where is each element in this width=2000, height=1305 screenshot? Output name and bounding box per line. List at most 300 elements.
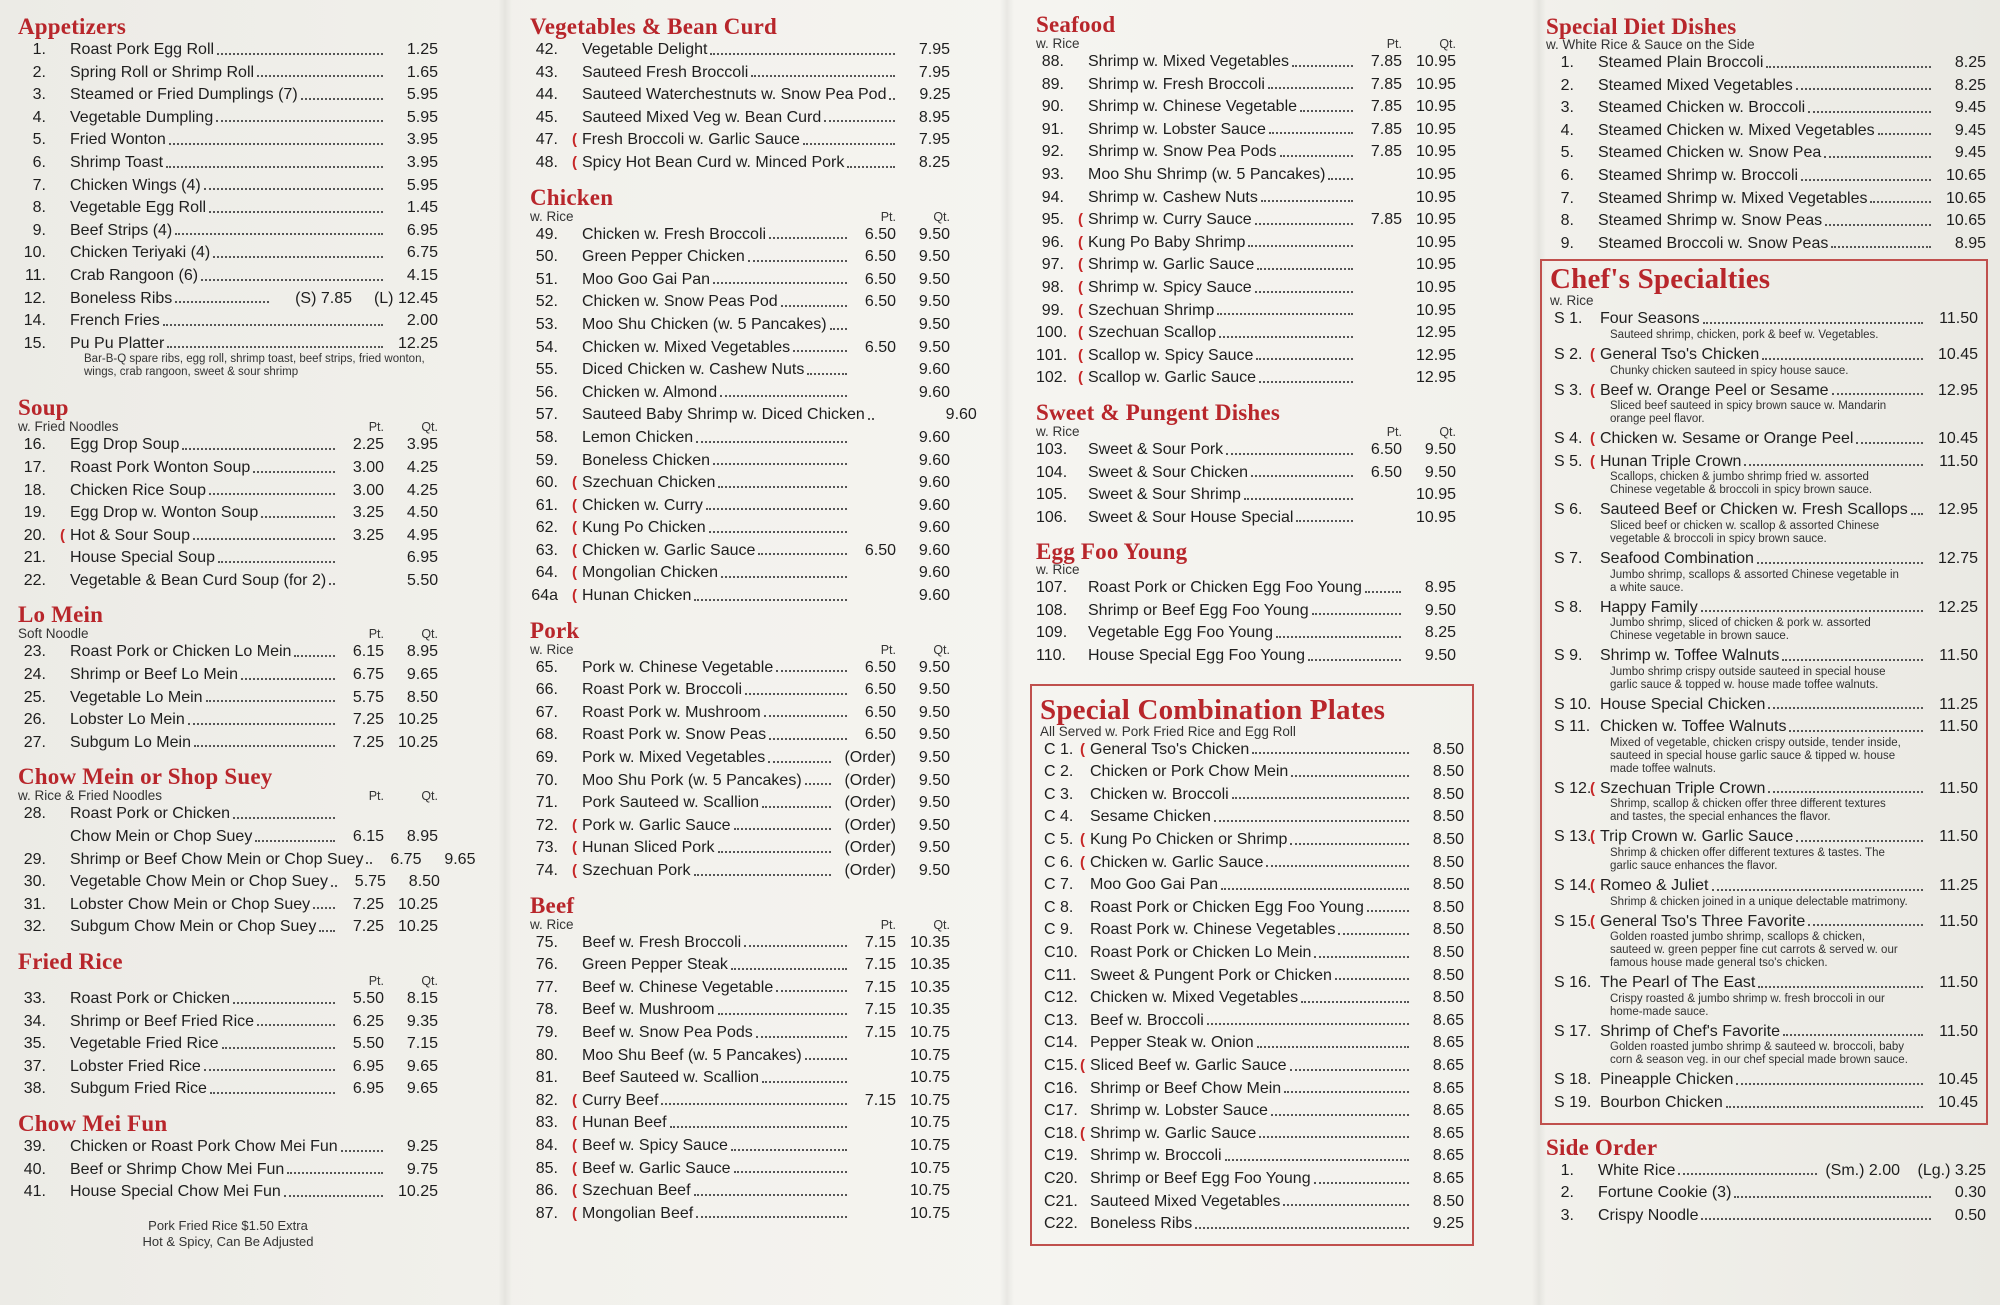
item-name: Roast Pork or Chicken	[70, 805, 231, 823]
dot-leader	[1300, 110, 1353, 112]
quart-header: Qt.	[1439, 37, 1456, 51]
item-number: C 8.	[1044, 898, 1074, 916]
item-number: C 5.	[1044, 831, 1074, 849]
menu-item	[1550, 694, 1978, 717]
item-name: Kung Po Baby Shrimp	[1088, 233, 1246, 251]
dot-leader	[1314, 956, 1409, 958]
quart-price: 9.50	[1424, 440, 1456, 458]
quart-price: 9.65	[406, 1080, 438, 1098]
item-number: 55.	[535, 361, 558, 379]
item-number: S 3.	[1554, 381, 1583, 399]
dot-leader	[762, 1081, 847, 1083]
menu-item	[530, 472, 950, 495]
item-number: 10.	[23, 244, 46, 262]
menu-item	[530, 837, 950, 860]
quart-price: 9.50	[918, 248, 950, 266]
item-number: 52.	[535, 293, 558, 311]
menu-item	[18, 687, 438, 710]
item-price: 7.95	[918, 131, 950, 149]
section-soup	[18, 395, 438, 592]
menu-item	[1546, 210, 1986, 233]
pint-price: 6.50	[864, 681, 896, 699]
item-number: S 9.	[1554, 647, 1583, 665]
dot-leader	[1226, 453, 1353, 455]
item-name: Steamed Chicken w. Mixed Vegetables	[1598, 121, 1875, 139]
item-number: 93.	[1041, 165, 1064, 183]
menu-item	[18, 916, 438, 939]
dot-leader	[1290, 1069, 1409, 1071]
item-name: Beef or Shrimp Chow Mei Fun	[70, 1160, 285, 1178]
item-description: Bar-B-Q spare ribs, egg roll, shrimp toast, beef strips, fried wonton, wings, crab rangoon, sweet & sour shrimp	[84, 353, 425, 379]
menu-item	[18, 220, 438, 243]
menu-item	[1036, 141, 1456, 164]
menu-item	[1036, 367, 1456, 390]
section-title: Chef's Specialties	[1550, 263, 1771, 296]
item-price: 8.65	[1432, 1169, 1464, 1187]
menu-item	[18, 288, 438, 311]
item-name: Moo Goo Gai Pan	[1090, 876, 1219, 894]
menu-item	[530, 679, 950, 702]
menu-item	[530, 954, 950, 977]
dot-leader	[1766, 66, 1931, 68]
dot-leader	[758, 553, 847, 555]
item-number: 41.	[23, 1183, 46, 1201]
menu-item	[1036, 577, 1456, 600]
item-price: 9.50	[1424, 647, 1456, 665]
item-name: Shrimp w. Broccoli	[1090, 1147, 1222, 1165]
item-number: 32.	[23, 918, 46, 936]
dot-leader	[1701, 1218, 1931, 1220]
dot-leader	[1824, 156, 1931, 158]
item-price: 8.25	[918, 153, 950, 171]
item-name: Pineapple Chicken	[1600, 1071, 1734, 1089]
item-name: Shrimp w. Spicy Sauce	[1088, 278, 1252, 296]
dot-leader	[233, 1002, 335, 1004]
item-number: C17.	[1044, 1102, 1078, 1120]
menu-item	[530, 291, 950, 314]
section-subtitle: w. White Rice & Sauce on the Side	[1546, 37, 1755, 52]
dot-leader	[781, 305, 847, 307]
item-price: 9.45	[1954, 99, 1986, 117]
menu-item	[1036, 645, 1456, 668]
item-name: Shrimp w. Lobster Sauce	[1090, 1102, 1268, 1120]
menu-item	[1036, 51, 1456, 74]
item-price: 10.45	[1937, 1094, 1978, 1112]
item-number: 29.	[23, 850, 46, 868]
menu-item	[1550, 308, 1978, 331]
section-title: Lo Mein	[18, 602, 104, 628]
menu-item	[1550, 499, 1978, 522]
hot-spicy-icon: (	[1078, 346, 1083, 364]
pint-price: 7.15	[864, 1091, 896, 1109]
item-number: 35.	[23, 1035, 46, 1053]
dot-leader	[1783, 1034, 1923, 1036]
item-number: 53.	[535, 315, 558, 333]
pint-price: 7.85	[1370, 143, 1402, 161]
menu-item	[18, 434, 438, 457]
section-title: Chicken	[530, 184, 614, 210]
dot-leader	[1290, 843, 1409, 845]
pint-price: 6.50	[864, 293, 896, 311]
item-number: 84.	[535, 1136, 558, 1154]
hot-spicy-icon: (	[60, 526, 65, 544]
dot-leader	[1256, 358, 1353, 360]
section-appetizers	[18, 14, 438, 379]
pint-price: 5.50	[352, 990, 384, 1007]
dot-leader	[169, 143, 383, 145]
item-number: S 12.	[1554, 779, 1592, 797]
item-name: Beef w. Fresh Broccoli	[582, 933, 742, 951]
menu-item	[530, 562, 950, 585]
item-name: Hunan Triple Crown	[1600, 452, 1742, 470]
menu-item	[18, 107, 438, 130]
pint-price: 6.95	[352, 1057, 384, 1075]
item-price: 12.25	[1937, 598, 1978, 616]
item-name: Steamed Shrimp w. Snow Peas	[1598, 212, 1823, 230]
quart-price: 10.35	[909, 933, 950, 951]
menu-item	[530, 450, 950, 473]
quart-header: Qt.	[1439, 424, 1456, 439]
item-number: C12.	[1044, 989, 1078, 1007]
item-number: 64a	[531, 587, 558, 605]
quart-price: 10.75	[909, 1023, 950, 1041]
item-name: Szechuan Pork	[582, 862, 691, 879]
menu-item	[18, 871, 438, 894]
item-name: Sauteed Waterchestnuts w. Snow Pea Pod	[582, 86, 887, 104]
item-name: Shrimp or Beef Fried Rice	[70, 1012, 255, 1030]
menu-item	[1036, 277, 1456, 300]
menu-item	[18, 894, 438, 917]
fold-line	[1000, 0, 1014, 1305]
item-price: 1.65	[406, 63, 438, 81]
menu-item	[1036, 600, 1456, 623]
menu-item	[530, 1135, 950, 1158]
item-number: S 6.	[1554, 501, 1583, 519]
menu-item	[530, 246, 950, 269]
item-price: 3.95	[406, 131, 438, 149]
quart-price: 9.60	[918, 496, 950, 514]
item-name: Shrimp w. Fresh Broccoli	[1088, 75, 1265, 93]
item-description: Chunky chicken sauteed in spicy house sauce.	[1610, 364, 1849, 377]
quart-header: Qt.	[421, 420, 438, 435]
item-name: Beef w. Spicy Sauce	[582, 1136, 728, 1154]
item-name: Scallop w. Spicy Sauce	[1088, 346, 1254, 364]
item-price: 5.95	[406, 176, 438, 194]
quart-header: Qt.	[933, 209, 950, 224]
item-number: 4.	[32, 108, 46, 126]
item-number: 60.	[535, 474, 558, 492]
item-price: 11.50	[1939, 779, 1978, 797]
hot-spicy-icon: (	[572, 1136, 577, 1154]
menu-item	[18, 570, 438, 593]
section-title: Egg Foo Young	[1036, 539, 1188, 565]
item-name: Moo Shu Pork (w. 5 Pancakes)	[582, 771, 802, 789]
item-name: Roast Pork w. Snow Peas	[582, 726, 767, 744]
quart-price: 4.25	[406, 458, 438, 476]
item-number: 44.	[535, 86, 558, 104]
item-number: 73.	[535, 839, 558, 857]
item-number: 8.	[32, 199, 46, 217]
menu-item	[18, 1181, 438, 1204]
item-name: Beef w. Garlic Sauce	[582, 1159, 731, 1177]
dot-leader	[319, 930, 335, 932]
menu-item	[18, 1056, 438, 1079]
item-name: Hunan Sliced Pork	[582, 839, 715, 857]
item-number: 87.	[535, 1204, 558, 1222]
dot-leader	[805, 1058, 847, 1060]
item-name: Shrimp or Beef Chow Mein	[1090, 1079, 1282, 1097]
menu-item	[1550, 597, 1978, 620]
dot-leader	[1701, 610, 1923, 612]
item-number: 30.	[23, 873, 46, 891]
item-name: Beef w. Snow Pea Pods	[582, 1023, 753, 1041]
item-price: 8.50	[1432, 853, 1464, 871]
dot-leader	[670, 1126, 847, 1128]
item-number: 64.	[535, 564, 558, 582]
item-number: 65.	[535, 658, 558, 676]
dot-leader	[1808, 111, 1931, 113]
menu-column-4	[1546, 14, 1986, 1237]
pint-header: Pt.	[368, 789, 384, 804]
item-price: 8.50	[1432, 921, 1464, 939]
item-price: (L) 12.45	[373, 289, 438, 307]
item-name: Pork w. Mixed Vegetables	[582, 749, 766, 767]
dot-leader	[1251, 475, 1353, 477]
item-name: Green Pepper Chicken	[582, 248, 745, 266]
item-name: House Special Chow Mei Fun	[70, 1183, 281, 1201]
item-number: 11.	[24, 266, 46, 284]
small-price: (S) 7.85	[295, 289, 352, 307]
section-subheader	[530, 918, 950, 932]
item-name: Szechuan Scallop	[1088, 324, 1217, 342]
menu-item	[18, 310, 438, 333]
item-number: 82.	[535, 1091, 558, 1109]
item-price: 5.95	[406, 86, 438, 104]
item-name: Moo Shu Chicken (w. 5 Pancakes)	[582, 315, 827, 333]
dot-leader	[341, 1150, 383, 1152]
hot-spicy-icon: (	[1078, 301, 1083, 319]
section-fried-rice	[18, 949, 438, 1101]
item-price: 9.25	[919, 86, 951, 104]
item-name: Green Pepper Steak	[582, 956, 728, 974]
menu-item	[1546, 52, 1986, 75]
dot-leader	[175, 233, 383, 235]
menu-item	[18, 525, 438, 548]
menu-item	[530, 1158, 950, 1181]
section-subtitle: All Served w. Pork Fried Rice and Egg Roll	[1040, 723, 1296, 739]
quart-price: 12.95	[1415, 369, 1456, 387]
item-name: Chicken or Roast Pork Chow Mei Fun	[70, 1137, 338, 1155]
item-name: Romeo & Juliet	[1600, 877, 1709, 895]
item-number: 37.	[23, 1057, 46, 1075]
quart-price: 9.50	[918, 726, 950, 744]
pint-price: 6.50	[864, 726, 896, 744]
menu-item	[18, 175, 438, 198]
dot-leader	[1808, 924, 1923, 926]
section-title: Side Order	[1546, 1134, 1658, 1160]
pint-price: 6.15	[352, 828, 384, 846]
item-name: Shrimp Toast	[70, 153, 164, 171]
menu-item	[530, 1112, 950, 1135]
menu-item	[18, 333, 438, 356]
item-name: Spicy Hot Bean Curd w. Minced Pork	[582, 153, 845, 171]
item-name: Chicken Teriyaki (4)	[70, 244, 211, 262]
item-name: Vegetable Egg Foo Young	[1088, 624, 1274, 642]
hot-spicy-icon: (	[572, 519, 577, 537]
dot-leader	[1758, 986, 1923, 988]
section-beef	[530, 893, 950, 1226]
dot-leader	[1878, 133, 1931, 135]
quart-price: 10.25	[397, 711, 438, 729]
item-price: 8.50	[1432, 763, 1464, 781]
menu-item	[18, 152, 438, 175]
item-name: Lobster Lo Mein	[70, 711, 185, 729]
menu-item	[1040, 1123, 1464, 1146]
item-name: Vegetable Delight	[582, 41, 708, 58]
section-subtitle: Soft Noodle	[18, 626, 89, 642]
quart-price: 10.95	[1415, 508, 1456, 526]
item-name: Pork Sauteed w. Scallion	[582, 794, 759, 812]
section-title: Special Diet Dishes	[1546, 14, 1737, 39]
item-number: 77.	[535, 978, 558, 996]
item-price: 11.50	[1939, 828, 1978, 846]
quart-price: 10.75	[909, 1046, 950, 1064]
item-price: 1.25	[406, 41, 438, 58]
dot-leader	[868, 418, 874, 420]
item-price: 8.50	[1432, 831, 1464, 849]
menu-item	[1550, 548, 1978, 571]
item-number: 68.	[535, 726, 558, 744]
pint-price: 5.75	[354, 873, 386, 891]
item-price: 8.50	[1432, 989, 1464, 1007]
item-description: Shrimp, scallop & chicken offer three different textures and tastes, the special enhances the flavor.	[1610, 798, 1886, 824]
quart-price: 9.50	[918, 270, 950, 288]
dot-leader	[1870, 201, 1931, 203]
item-price: 9.25	[1432, 1215, 1464, 1233]
quart-price: 9.60	[918, 451, 950, 469]
dot-leader	[745, 693, 847, 695]
item-price: 8.65	[1432, 1147, 1464, 1165]
menu-item	[1040, 1078, 1464, 1101]
menu-item	[1546, 1182, 1986, 1205]
dot-leader	[1225, 1159, 1409, 1161]
item-name: Lemon Chicken	[582, 428, 694, 446]
menu-item	[1036, 322, 1456, 345]
menu-item	[530, 585, 950, 608]
item-number: 4.	[1560, 121, 1574, 139]
dot-leader	[1736, 1083, 1923, 1085]
menu-item	[1550, 826, 1978, 849]
menu-item	[1036, 232, 1456, 255]
menu-item	[1546, 75, 1986, 98]
dot-leader	[194, 745, 335, 747]
menu-item	[530, 999, 950, 1022]
quart-price: 9.65	[406, 666, 438, 684]
dot-leader	[218, 561, 335, 563]
item-name: Chicken w. Garlic Sauce	[1090, 853, 1264, 871]
menu-item	[530, 747, 950, 770]
pint-header: Pt.	[368, 974, 384, 988]
dot-leader	[287, 1172, 383, 1174]
item-number: C 7.	[1044, 876, 1074, 894]
pint-price: 7.15	[864, 956, 896, 974]
item-name: Kung Po Chicken or Shrimp	[1090, 831, 1288, 849]
menu-item	[1036, 439, 1456, 462]
dot-leader	[751, 75, 895, 77]
dot-leader	[1365, 591, 1401, 593]
dot-leader	[163, 324, 383, 326]
item-name: Chicken w. Mixed Vegetables	[582, 338, 791, 356]
dot-leader	[1831, 246, 1931, 248]
dot-leader	[1678, 1173, 1817, 1175]
section-subtitle: w. Rice	[530, 208, 574, 224]
hot-spicy-icon: (	[572, 496, 577, 514]
menu-item	[530, 39, 950, 62]
item-number: 59.	[535, 451, 558, 469]
item-name: Shrimp of Chef's Favorite	[1600, 1022, 1781, 1040]
dot-leader	[1314, 1182, 1409, 1184]
dot-leader	[1291, 775, 1409, 777]
quart-header: Qt.	[421, 627, 438, 642]
menu-item	[530, 359, 950, 382]
quart-price: 9.60	[918, 383, 950, 401]
dot-leader	[696, 1216, 847, 1218]
item-number: 51.	[535, 270, 558, 288]
pint-price: (Order)	[844, 771, 896, 789]
item-price: 8.65	[1432, 1079, 1464, 1097]
menu-item	[1550, 778, 1978, 801]
dot-leader	[167, 346, 383, 348]
item-price: 11.50	[1939, 718, 1978, 736]
quart-price: 9.50	[918, 749, 950, 767]
item-price: 2.00	[406, 312, 438, 330]
item-name: Chicken w. Mixed Vegetables	[1090, 989, 1299, 1007]
item-number: C20.	[1044, 1169, 1078, 1187]
item-name: Roast Pork or Chicken Lo Mein	[70, 643, 292, 661]
item-description: Jumbo shrimp crispy outside sauteed in special house garlic sauce & topped w. house made toffee walnuts.	[1610, 665, 1886, 691]
menu-item	[1040, 942, 1464, 965]
item-number: 105.	[1036, 486, 1068, 504]
section-subheader	[530, 210, 950, 224]
pint-header: Pt.	[368, 420, 384, 435]
section-subtitle: w. Rice & Fried Noodles	[18, 788, 163, 804]
menu-item	[530, 702, 950, 725]
item-number: 85.	[535, 1159, 558, 1177]
dot-leader	[718, 486, 847, 488]
pint-header: Pt.	[1386, 424, 1402, 439]
item-description: Golden roasted jumbo shrimp, scallops & chicken, sauteed w. green pepper fine cut carrots & served w. our famous house made general tso's chicken.	[1610, 931, 1898, 970]
hot-spicy-icon: (	[1590, 828, 1595, 846]
section-subheader	[18, 789, 438, 803]
item-name: Vegetable Fried Rice	[70, 1035, 219, 1053]
pint-price: 5.75	[352, 688, 384, 706]
menu-item	[18, 39, 438, 62]
hot-spicy-icon: (	[1590, 381, 1595, 399]
item-price: 10.25	[397, 1183, 438, 1201]
pint-price: 2.25	[352, 436, 384, 454]
section-subheader	[1036, 425, 1456, 439]
item-name: Sauteed Beef or Chicken w. Fresh Scallops	[1600, 501, 1908, 519]
dot-leader	[1266, 865, 1409, 867]
item-price: 8.95	[1424, 579, 1456, 597]
item-number: 91.	[1041, 120, 1064, 138]
menu-item	[530, 495, 950, 518]
hot-spicy-icon: (	[572, 1204, 577, 1222]
item-number: C19.	[1044, 1147, 1078, 1165]
dot-leader	[807, 373, 847, 375]
item-name: Pepper Steak w. Onion	[1090, 1034, 1254, 1052]
quart-price: 10.95	[1415, 188, 1456, 206]
